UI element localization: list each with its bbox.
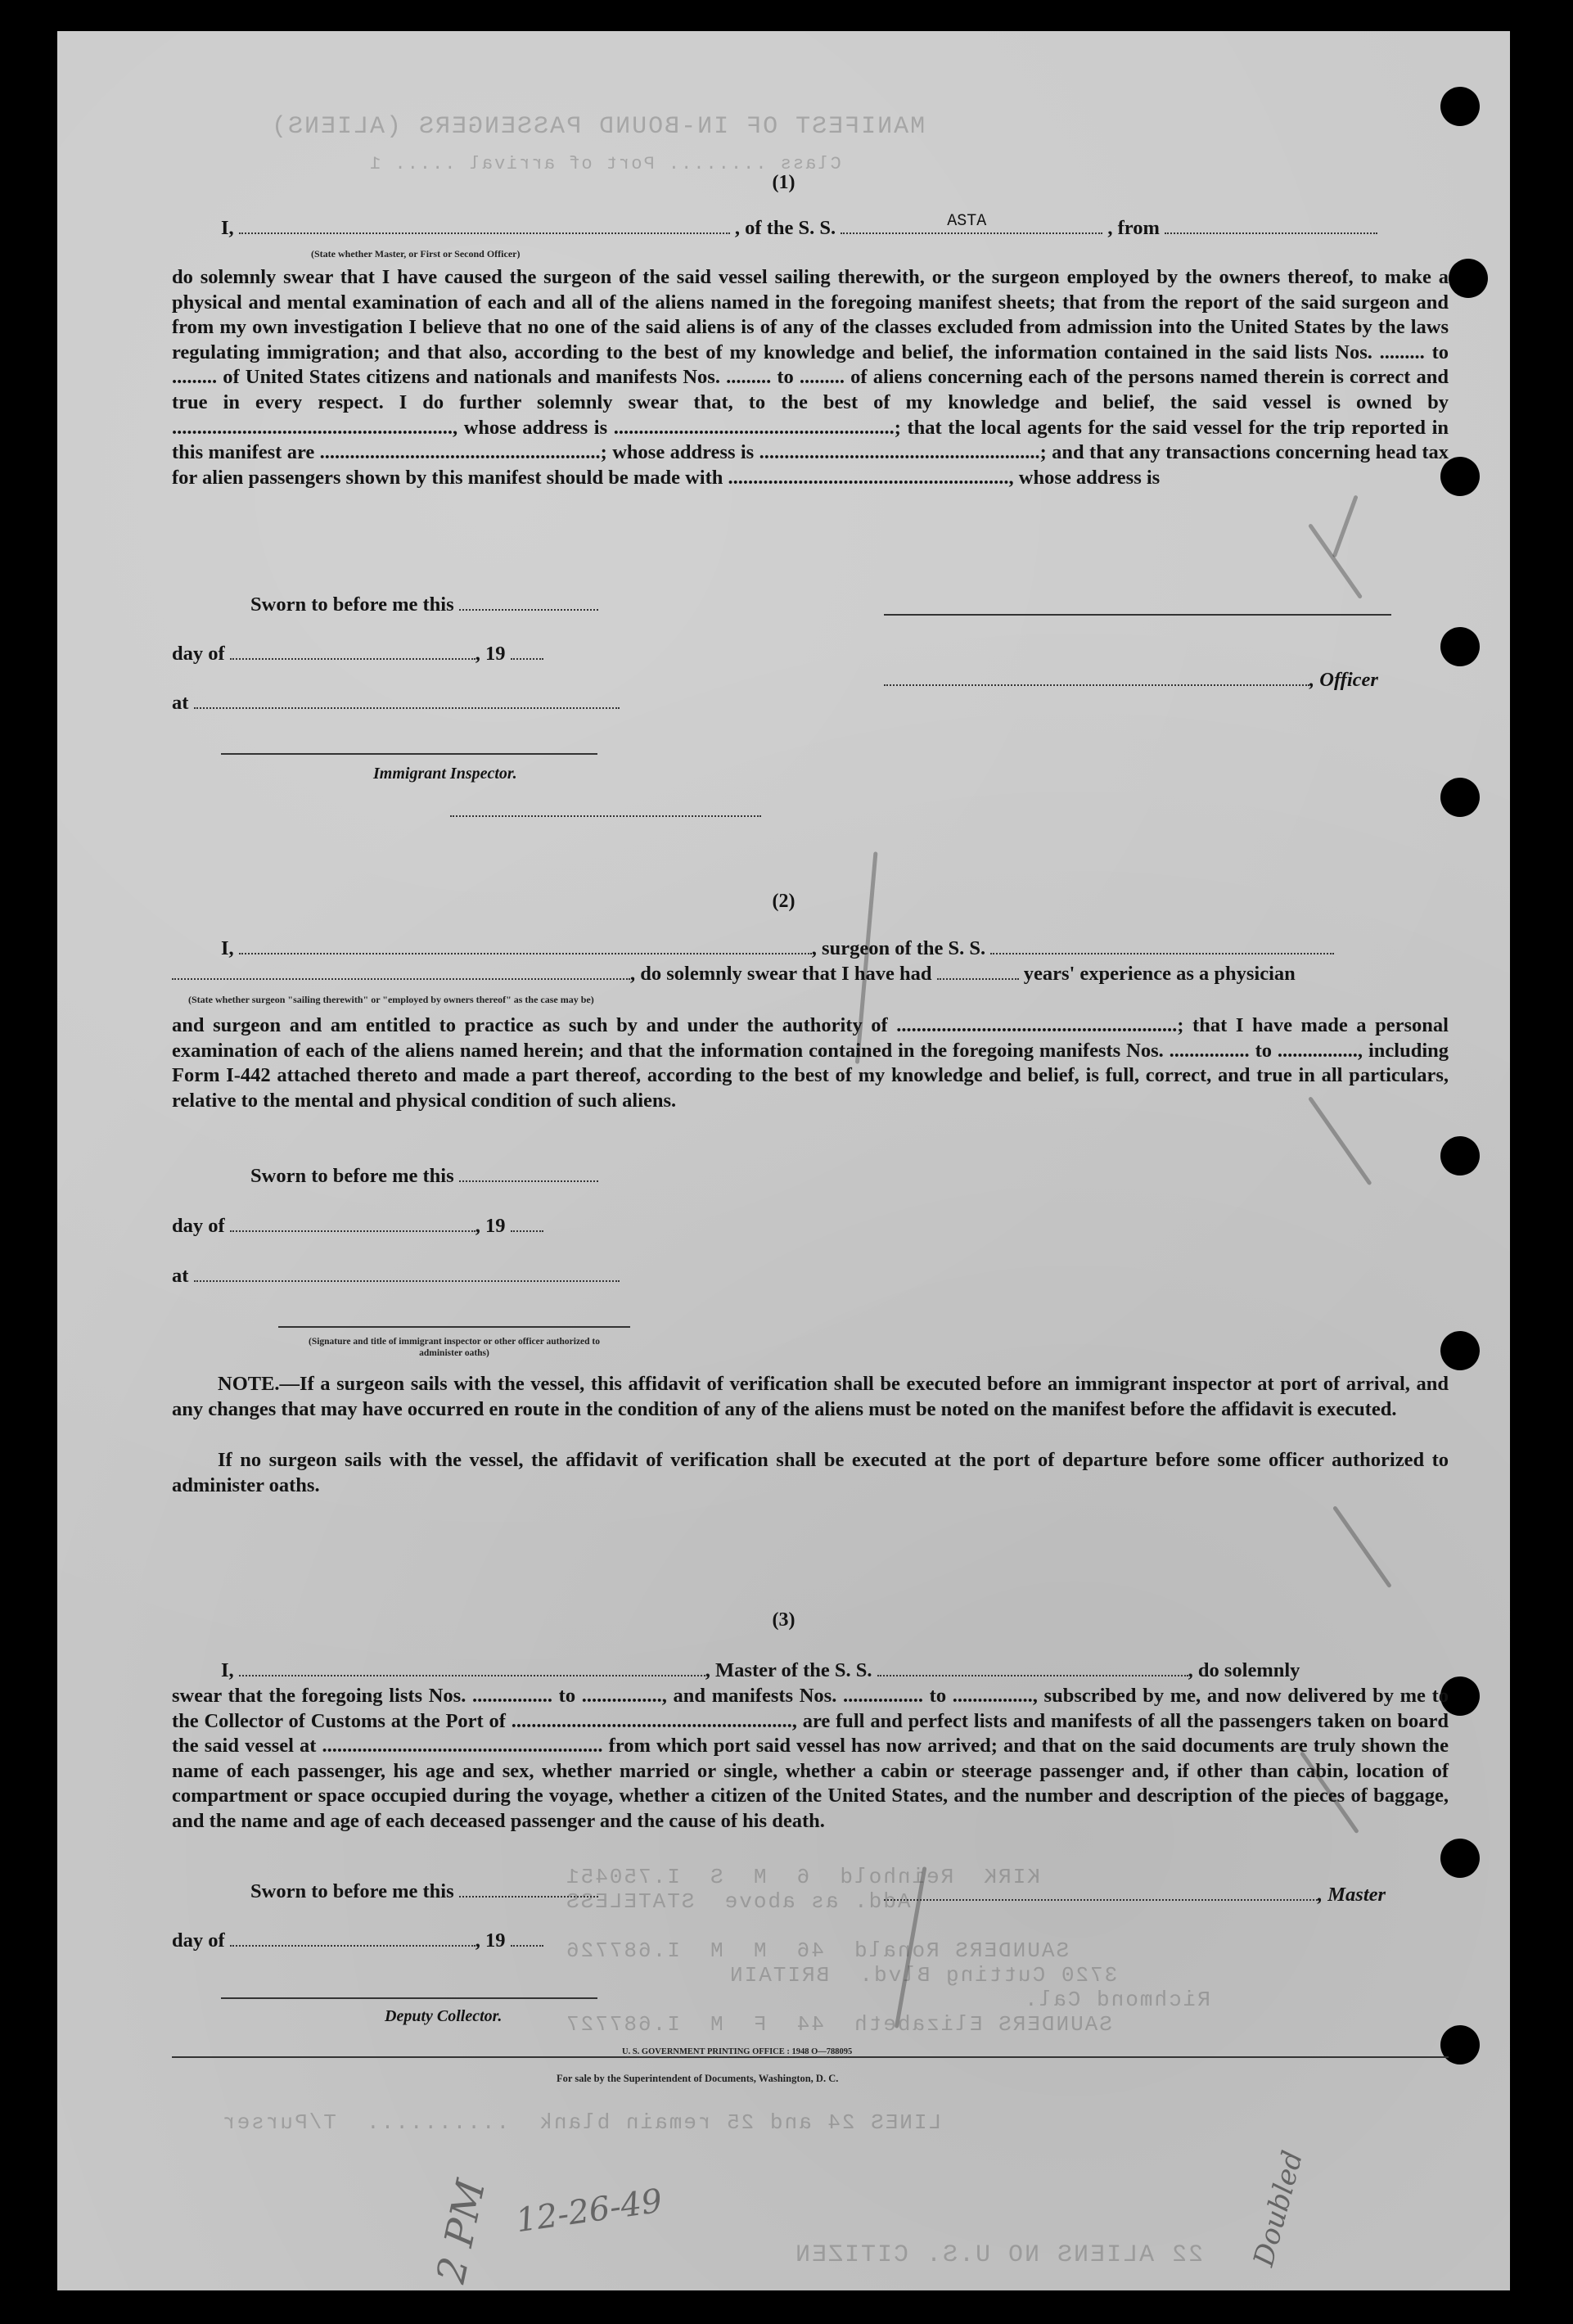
years-experience-field[interactable]	[937, 962, 1019, 980]
binder-hole-5	[1440, 778, 1480, 817]
pencil-mark	[1332, 494, 1359, 557]
officer-hint: (State whether Master, or First or Second Officer)	[311, 248, 521, 259]
section-2-body: and surgeon and am entitled to practice as such by and under the authority of ........................................................; that I have made a personal examination of each of the aliens named herein; and that the information contained in the foregoing manifests Nos. ................ to ................, including Form I-442 attached thereto and made a part thereof, according to the best of my knowledge and belief, is full, correct, and true in all particulars, relative to the mental and physical condition of such aliens.	[172, 1014, 1449, 1112]
for-sale-note: For sale by the Superintendent of Documents, Washington, D. C.	[557, 2073, 839, 2084]
officer-signature-field[interactable]	[884, 668, 1309, 686]
day-of-2: day of , 19	[172, 1214, 543, 1239]
section-1-line-1	[221, 212, 1449, 241]
day-month-field-1[interactable]	[230, 642, 476, 660]
day-month-field-2[interactable]	[230, 1214, 476, 1232]
ghost-row-7: LINES 24 and 25 remain blank .......... T/Purser	[221, 2110, 942, 2135]
signature-hint: (Signature and title of immigrant inspector or other officer authorized to administer oaths)	[308, 1337, 601, 1358]
footer-rule	[172, 2056, 1449, 2058]
surgeon-hint: (State whether surgeon "sailing therewith" or "employed by owners thereof" as the case may be)	[188, 994, 594, 1005]
inspector-signature-line-2	[278, 1326, 630, 1328]
year-field-1[interactable]	[511, 642, 543, 660]
officer-name-field[interactable]	[239, 216, 730, 234]
ship-name: ASTA	[947, 212, 987, 231]
at-2: at	[172, 1264, 620, 1289]
ghost-row-5: Richmond Cal.	[1023, 1988, 1210, 2012]
ghost-row-3: SAUNDERS Ronald 46 M M I.687726	[565, 1938, 1070, 1963]
deputy-label: Deputy Collector.	[385, 2007, 503, 2025]
sworn-day-field-1[interactable]	[459, 593, 598, 611]
note-2: If no surgeon sails with the vessel, the affidavit of verification shall be executed at the port of departure before some officer authorized to administer oaths.	[172, 1449, 1449, 1496]
binder-hole-2	[1449, 259, 1488, 298]
officer-signature-line	[884, 614, 1391, 616]
handwritten-date: 12-26-49	[513, 2182, 665, 2241]
ghost-row-1: KIRK Reinhold 6 M S I.750451	[565, 1865, 1040, 1889]
sworn-2: Sworn to before me this	[250, 1164, 598, 1189]
ghost-row-4: 3720 Cutting Blvd. BRITAIN	[728, 1963, 1118, 1988]
ghost-row-8: 22 ALIENS NO U.S. CITIZEN	[794, 2241, 1204, 2269]
surgeon-ship-field[interactable]	[990, 936, 1334, 954]
pencil-mark	[1308, 523, 1363, 599]
binder-hole-6	[1440, 1136, 1480, 1176]
section-1-body: do solemnly swear that I have caused the surgeon of the said vessel sailing therewith, or the surgeon employed by the owners thereof, to make a physical and mental examination of each and all of the aliens named in the foregoing manifest sheets; that from the report of the said surgeon and from my own investigation I believe that no one of the said aliens is of any of the classes excluded from admission into the United States by the laws regulating immigration; and that also, according to the best of my knowledge and belief, the information contained in the said lists Nos. ......... to ......... of United States citizens and nationals and manifests Nos. ......... to ......... of aliens concerning each of the persons named therein is correct and true in every respect. I do further solemnly swear that, to the best of my knowledge and belief, the said vessel is owned by ........................................................, whose address is ........................................................; that the local agents for the said vessel for the trip reported in this manifest are ........................................................; whose address is ........................................................; and that any transactions concerning head tax for alien passengers shown by this manifest should be made with ........................................................, whose address is	[172, 266, 1449, 489]
separator-dots-1	[450, 799, 761, 824]
master-ship-field[interactable]	[877, 1658, 1188, 1676]
printing-office: U. S. GOVERNMENT PRINTING OFFICE : 1948 O—788095	[622, 2047, 853, 2056]
at-place-field-1[interactable]	[194, 691, 620, 709]
section-2-line-1: I, , surgeon of the S. S.	[221, 936, 1449, 962]
ghost-header: MANIFEST OF IN-BOUND PASSENGERS (ALIENS)	[270, 113, 926, 141]
sworn-day-field-2[interactable]	[459, 1164, 598, 1182]
ghost-row-6: SAUNDERS Elizabeth 44 F M I.687727	[565, 2012, 1112, 2037]
binder-hole-4	[1440, 627, 1480, 666]
pencil-mark	[1332, 1505, 1392, 1588]
day-of-3: day of , 19	[172, 1929, 543, 1954]
day-month-field-3[interactable]	[230, 1929, 476, 1947]
oath-i: I,	[221, 217, 234, 239]
manifest-page	[57, 31, 1510, 2290]
deputy-signature-line	[221, 1997, 597, 1999]
binder-hole-1	[1440, 87, 1480, 126]
section-1-number: (1)	[772, 172, 796, 193]
year-field-3[interactable]	[511, 1929, 543, 1947]
ghost-header-2: Class ........ Port of arrival ..... 1	[368, 154, 841, 174]
master-line: , Master	[884, 1883, 1386, 1908]
master-signature-field[interactable]	[884, 1883, 1318, 1901]
section-2-number: (2)	[772, 891, 796, 912]
officer-line: , Officer	[884, 668, 1378, 693]
section-2-line-2: , do solemnly swear that I have had years' experience as a physician	[172, 962, 1449, 987]
handwritten-time: 2 PM	[428, 2175, 495, 2288]
section-3-number: (3)	[772, 1609, 796, 1631]
inspector-label-1: Immigrant Inspector.	[373, 765, 517, 783]
at-place-field-2[interactable]	[194, 1264, 620, 1282]
inspector-signature-line-1	[221, 753, 597, 755]
master-name-field[interactable]	[239, 1658, 705, 1676]
day-of-1: day of , 19	[172, 642, 543, 667]
sworn-1: Sworn to before me this	[250, 593, 598, 618]
at-1: at	[172, 691, 620, 716]
binder-hole-7	[1440, 1331, 1480, 1370]
binder-hole-9	[1440, 1839, 1480, 1878]
section-3-body: swear that the foregoing lists Nos. ................ to ................, and manifests Nos. ................ to ................, subscribed by me, and now delivered by me to the Collector of Customs at the Port of ........................................................, are full and perfect lists and manifests of all the passengers taken on board the said vessel at ........................................................ from which port said vessel has now arrived; and that on the said documents are truly shown the name of each passenger, his age and sex, whether married or single, whether a cabin or steerage passenger and, if other than cabin, location of compartment or space occupied during the voyage, whether a citizen of the United States, and the number and description of the pieces of baggage, and the name and age of each deceased passenger and the cause of his death.	[172, 1685, 1449, 1832]
section-3-line-1: I, , Master of the S. S. , do solemnly	[221, 1659, 1300, 1681]
surgeon-status-field[interactable]	[172, 962, 630, 980]
sworn-3: Sworn to before me this	[250, 1880, 598, 1905]
handwritten-note: Doubled	[1247, 2147, 1310, 2270]
of-ss-label: , of the S. S.	[734, 217, 836, 239]
note-1: NOTE.—If a surgeon sails with the vessel, this affidavit of verification shall be executed before an immigrant inspector at port of arrival, and any changes that may have occurred en route in the condition of any of the aliens must be noted on the manifest before the affidavit is executed.	[172, 1373, 1449, 1420]
binder-hole-10	[1440, 2025, 1480, 2065]
from-port-field[interactable]	[1165, 216, 1377, 234]
sworn-day-field-3[interactable]	[459, 1880, 598, 1898]
surgeon-name-field[interactable]	[239, 936, 812, 954]
ship-name-field[interactable]	[841, 212, 1102, 234]
from-label: , from	[1107, 217, 1160, 239]
ghost-row-2: Add. as above STATELESS	[565, 1889, 911, 1914]
year-field-2[interactable]	[511, 1214, 543, 1232]
